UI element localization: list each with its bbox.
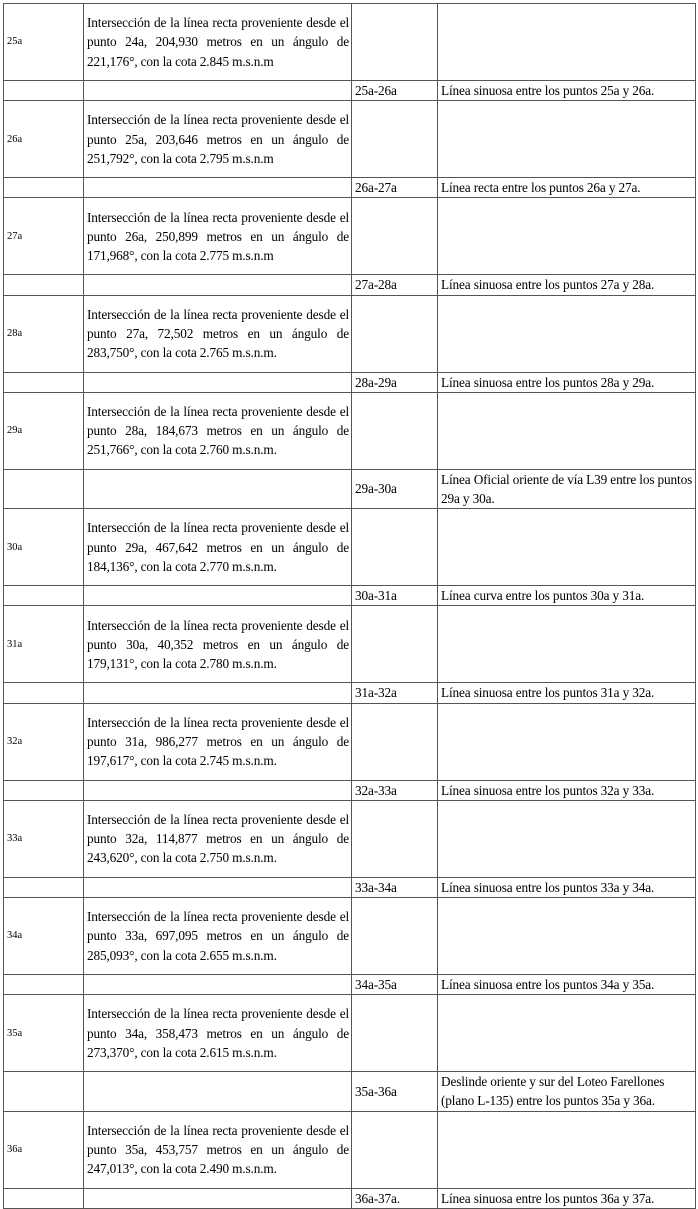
segment-cell-empty [352, 198, 438, 275]
segment-row [4, 683, 696, 703]
point-row [4, 509, 696, 586]
segment-description-empty [438, 606, 696, 683]
segment-description: Línea sinuosa entre los puntos 31a y 32a. [438, 683, 696, 703]
point-description: Intersección de la línea recta proveniente desde el punto 29a, 467,642 metros en un ángulo de 184,136°, con la cota 2.770 m.s.n.m. [84, 509, 352, 586]
point-row [4, 392, 696, 469]
point-description-empty [84, 780, 352, 800]
segment-cell-empty [352, 606, 438, 683]
point-id: 26a [4, 101, 84, 178]
segment-description-empty [438, 295, 696, 372]
point-description: Intersección de la línea recta proveniente desde el punto 30a, 40,352 metros en un ángulo de 179,131°, con la cota 2.780 m.s.n.m. [84, 606, 352, 683]
segment-cell-empty [352, 703, 438, 780]
point-id-empty [4, 683, 84, 703]
segment-id: 33a-34a [352, 877, 438, 897]
segment-id: 26a-27a [352, 178, 438, 198]
segment-cell-empty [352, 295, 438, 372]
segment-cell-empty [352, 995, 438, 1072]
point-id: 29a [4, 392, 84, 469]
segment-row [4, 1072, 696, 1111]
point-row [4, 800, 696, 877]
point-description-empty [84, 975, 352, 995]
point-row [4, 101, 696, 178]
segment-cell-empty [352, 392, 438, 469]
point-description-empty [84, 469, 352, 508]
segment-description-empty [438, 392, 696, 469]
segment-row [4, 586, 696, 606]
segment-description-empty [438, 101, 696, 178]
segment-id: 35a-36a [352, 1072, 438, 1111]
table-body [4, 4, 696, 1209]
segment-description: Línea sinuosa entre los puntos 34a y 35a. [438, 975, 696, 995]
point-id: 33a [4, 800, 84, 877]
point-id: 27a [4, 198, 84, 275]
segment-description-empty [438, 898, 696, 975]
point-description: Intersección de la línea recta proveniente desde el punto 26a, 250,899 metros en un ángulo de 171,968°, con la cota 2.775 m.s.n.m [84, 198, 352, 275]
segment-id: 27a-28a [352, 275, 438, 295]
point-row [4, 703, 696, 780]
point-id-empty [4, 975, 84, 995]
point-description-empty [84, 372, 352, 392]
point-description-empty [84, 81, 352, 101]
point-description-empty [84, 1072, 352, 1111]
segment-description-empty [438, 509, 696, 586]
segment-row [4, 178, 696, 198]
segment-row [4, 975, 696, 995]
point-row [4, 898, 696, 975]
point-description: Intersección de la línea recta proveniente desde el punto 32a, 114,877 metros en un ángulo de 243,620°, con la cota 2.750 m.s.n.m. [84, 800, 352, 877]
segment-id: 29a-30a [352, 469, 438, 508]
point-id-empty [4, 372, 84, 392]
point-id-empty [4, 469, 84, 508]
segment-cell-empty [352, 4, 438, 81]
segment-description: Línea Oficial oriente de vía L39 entre los puntos 29a y 30a. [438, 469, 696, 508]
point-id: 31a [4, 606, 84, 683]
point-id: 36a [4, 1111, 84, 1188]
point-id-empty [4, 81, 84, 101]
segment-id: 28a-29a [352, 372, 438, 392]
segment-id: 34a-35a [352, 975, 438, 995]
point-description: Intersección de la línea recta proveniente desde el punto 24a, 204,930 metros en un ángulo de 221,176°, con la cota 2.845 m.s.n.m [84, 4, 352, 81]
segment-description: Línea sinuosa entre los puntos 27a y 28a. [438, 275, 696, 295]
segment-cell-empty [352, 800, 438, 877]
point-row [4, 606, 696, 683]
segment-description-empty [438, 198, 696, 275]
segment-description-empty [438, 800, 696, 877]
point-id-empty [4, 780, 84, 800]
segment-cell-empty [352, 898, 438, 975]
point-description-empty [84, 877, 352, 897]
point-description: Intersección de la línea recta proveniente desde el punto 27a, 72,502 metros en un ángulo de 283,750°, con la cota 2.765 m.s.n.m. [84, 295, 352, 372]
segment-description: Deslinde oriente y sur del Loteo Farellones (plano L-135) entre los puntos 35a y 36a. [438, 1072, 696, 1111]
segment-cell-empty [352, 101, 438, 178]
segment-description-empty [438, 995, 696, 1072]
point-description-empty [84, 275, 352, 295]
segment-id: 30a-31a [352, 586, 438, 606]
segment-description-empty [438, 1111, 696, 1188]
point-description-empty [84, 683, 352, 703]
segment-row [4, 81, 696, 101]
segment-description-empty [438, 703, 696, 780]
point-row [4, 4, 696, 81]
segment-description-empty [438, 4, 696, 81]
segment-id: 36a-37a. [352, 1188, 438, 1208]
segment-description: Línea curva entre los puntos 30a y 31a. [438, 586, 696, 606]
point-description-empty [84, 178, 352, 198]
segment-description: Línea sinuosa entre los puntos 25a y 26a. [438, 81, 696, 101]
point-id: 35a [4, 995, 84, 1072]
segment-cell-empty [352, 509, 438, 586]
point-id-empty [4, 275, 84, 295]
segment-row [4, 469, 696, 508]
point-row [4, 198, 696, 275]
point-description: Intersección de la línea recta proveniente desde el punto 34a, 358,473 metros en un ángulo de 273,370°, con la cota 2.615 m.s.n.m. [84, 995, 352, 1072]
point-id: 32a [4, 703, 84, 780]
point-id-empty [4, 1188, 84, 1208]
segment-cell-empty [352, 1111, 438, 1188]
point-description: Intersección de la línea recta proveniente desde el punto 28a, 184,673 metros en un ángulo de 251,766°, con la cota 2.760 m.s.n.m. [84, 392, 352, 469]
point-description-empty [84, 1188, 352, 1208]
boundary-description-table [3, 3, 696, 1209]
point-id: 28a [4, 295, 84, 372]
segment-id: 31a-32a [352, 683, 438, 703]
segment-row [4, 1188, 696, 1208]
segment-description: Línea sinuosa entre los puntos 28a y 29a. [438, 372, 696, 392]
segment-row [4, 372, 696, 392]
segment-description: Línea sinuosa entre los puntos 33a y 34a. [438, 877, 696, 897]
segment-id: 25a-26a [352, 81, 438, 101]
segment-row [4, 275, 696, 295]
point-row [4, 1111, 696, 1188]
point-id: 34a [4, 898, 84, 975]
point-description: Intersección de la línea recta proveniente desde el punto 25a, 203,646 metros en un ángulo de 251,792°, con la cota 2.795 m.s.n.m [84, 101, 352, 178]
point-description-empty [84, 586, 352, 606]
point-id-empty [4, 1072, 84, 1111]
point-description: Intersección de la línea recta proveniente desde el punto 31a, 986,277 metros en un ángulo de 197,617°, con la cota 2.745 m.s.n.m. [84, 703, 352, 780]
point-row [4, 295, 696, 372]
point-id-empty [4, 178, 84, 198]
point-id: 30a [4, 509, 84, 586]
point-id-empty [4, 586, 84, 606]
segment-row [4, 780, 696, 800]
point-description: Intersección de la línea recta proveniente desde el punto 35a, 453,757 metros en un ángulo de 247,013°, con la cota 2.490 m.s.n.m. [84, 1111, 352, 1188]
point-id-empty [4, 877, 84, 897]
segment-description: Línea sinuosa entre los puntos 36a y 37a. [438, 1188, 696, 1208]
point-description: Intersección de la línea recta proveniente desde el punto 33a, 697,095 metros en un ángulo de 285,093°, con la cota 2.655 m.s.n.m. [84, 898, 352, 975]
segment-description: Línea sinuosa entre los puntos 32a y 33a. [438, 780, 696, 800]
segment-id: 32a-33a [352, 780, 438, 800]
segment-row [4, 877, 696, 897]
point-id: 25a [4, 4, 84, 81]
point-row [4, 995, 696, 1072]
segment-description: Línea recta entre los puntos 26a y 27a. [438, 178, 696, 198]
